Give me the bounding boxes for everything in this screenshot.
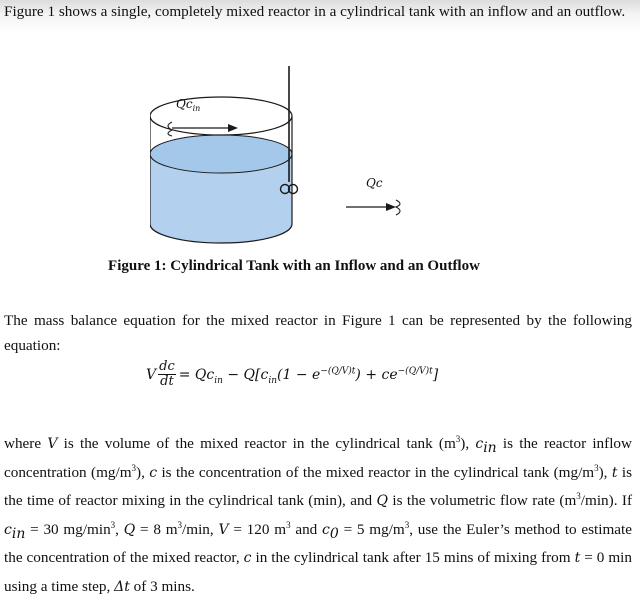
figure-caption: Figure 1: Cylindrical Tank with an Inflow and an Outflow (108, 258, 480, 274)
outflow-arrow-icon (346, 200, 400, 215)
inflow-label: $Qc_{in}$ (176, 97, 201, 113)
outflow-label: Qc (366, 176, 383, 190)
cylindrical-tank-diagram (150, 64, 420, 244)
description-paragraph: where V is the volume of the mixed reactor in the cylindrical tank $(m^3)$, $c_{in}$ is the reactor inflow concentration $(mg/m^3)$, c is the concentration of the mixed reactor in the cylindrical tank $(mg/m^3)$, t is the time of reactor mixing in the cylindrical tank (min), and Q is the volumetric flow rate $(m^3/\min)$. If $c_{in} = 30$ $mg/\min^3$, Q = 8 $m^3/\min$, V = 120 $m^3$ and $c_0 = 5$ $mg/m^3$, use the Euler’s method to estimate the concentration of the mixed reactor, c in the cylindrical tank after 15 mins of mixing from t = 0 min using a time step, Δt of 3 mins. (4, 433, 633, 595)
mass-balance-equation (146, 360, 438, 389)
mass-balance-paragraph: The mass balance equation for the mixed reactor in Figure 1 can be represented by the following equation: (4, 312, 632, 354)
eq-derivative-den: dt (160, 374, 174, 389)
liquid-surface (150, 135, 292, 173)
eq-derivative-num: dc (159, 359, 175, 374)
intro-paragraph: Figure 1 shows a single, completely mixed reactor in a cylindrical tank with an inflow and an outflow. (4, 3, 626, 20)
eq-volume: V (146, 366, 157, 383)
eq-rhs: = $Qc_{in} - Q[c_{in}(1 - e^{-(Q/V)t}) + ce^{-(Q/V)t}]$ (178, 365, 439, 386)
eq-derivative (158, 360, 176, 389)
